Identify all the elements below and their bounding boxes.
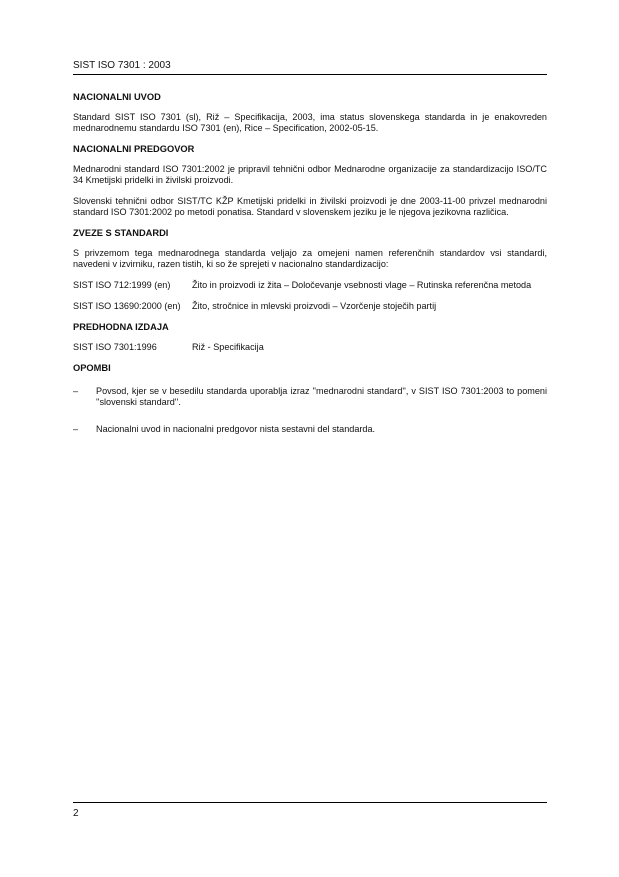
heading-opombi: OPOMBI bbox=[73, 363, 111, 373]
heading-nacionalni-predgovor: NACIONALNI PREDGOVOR bbox=[73, 144, 195, 154]
heading-nacionalni-uvod: NACIONALNI UVOD bbox=[73, 92, 161, 102]
note-item bbox=[73, 424, 547, 435]
uvod-paragraph: Standard SIST ISO 7301 (sl), Riž – Specifikacija, 2003, ima status slovenskega standarda in je enakovreden mednarodnemu standardu ISO 7301 (en), Rice – Specification, 2002-05-15. bbox=[73, 112, 547, 133]
reference-code: SIST ISO 13690:2000 (en) bbox=[73, 301, 181, 311]
predgovor-paragraph-2: Slovenski tehnični odbor SIST/TC KŽP Kmetijski pridelki in živilski proizvodi je dne 2003-11-00 privzel mednarodni standard ISO 7301:2002 po metodi ponatisa. Standard v slovenskem jeziku je le njegova jezikovna različica. bbox=[73, 196, 547, 217]
previous-edition-description: Riž - Specifikacija bbox=[192, 342, 264, 352]
page-content bbox=[73, 92, 547, 451]
reference-code: SIST ISO 712:1999 (en) bbox=[73, 280, 171, 290]
previous-edition-row bbox=[73, 342, 547, 353]
note-item bbox=[73, 386, 547, 408]
page-number: 2 bbox=[73, 808, 79, 819]
reference-row bbox=[73, 301, 547, 312]
zveze-paragraph: S privzemom tega mednarodnega standarda veljajo za omejeni namen referenčnih standardov vsi standardi, navedeni v izvirniku, razen tistih, ki so že sprejeti v nacionalno standardizacijo: bbox=[73, 248, 547, 269]
footer-rule bbox=[73, 802, 547, 803]
previous-edition-code: SIST ISO 7301:1996 bbox=[73, 342, 157, 352]
note-dash: – bbox=[73, 386, 79, 396]
predgovor-paragraph-1: Mednarodni standard ISO 7301:2002 je pripravil tehnični odbor Mednarodne organizacije za standardizacijo ISO/TC 34 Kmetijski pridelki in živilski proizvodi. bbox=[73, 164, 547, 185]
reference-description: Žito, stročnice in mlevski proizvodi – Vzorčenje stoječih partij bbox=[192, 301, 437, 311]
heading-predhodna-izdaja: PREDHODNA IZDAJA bbox=[73, 322, 169, 332]
page-header-title: SIST ISO 7301 : 2003 bbox=[73, 60, 171, 71]
reference-description: Žito in proizvodi iz žita – Določevanje vsebnosti vlage – Rutinska referenčna metoda bbox=[192, 280, 532, 290]
note-text: Nacionalni uvod in nacionalni predgovor nista sestavni del standarda. bbox=[96, 424, 376, 434]
note-dash: – bbox=[73, 424, 79, 434]
note-text: Povsod, kjer se v besedilu standarda uporablja izraz ''mednarodni standard'', v SIST ISO 7301:2003 to pomeni ''slovenski standard''. bbox=[96, 386, 547, 407]
heading-zveze-s-standardi: ZVEZE S STANDARDI bbox=[73, 228, 169, 238]
header-rule bbox=[73, 74, 547, 75]
reference-row bbox=[73, 280, 547, 291]
